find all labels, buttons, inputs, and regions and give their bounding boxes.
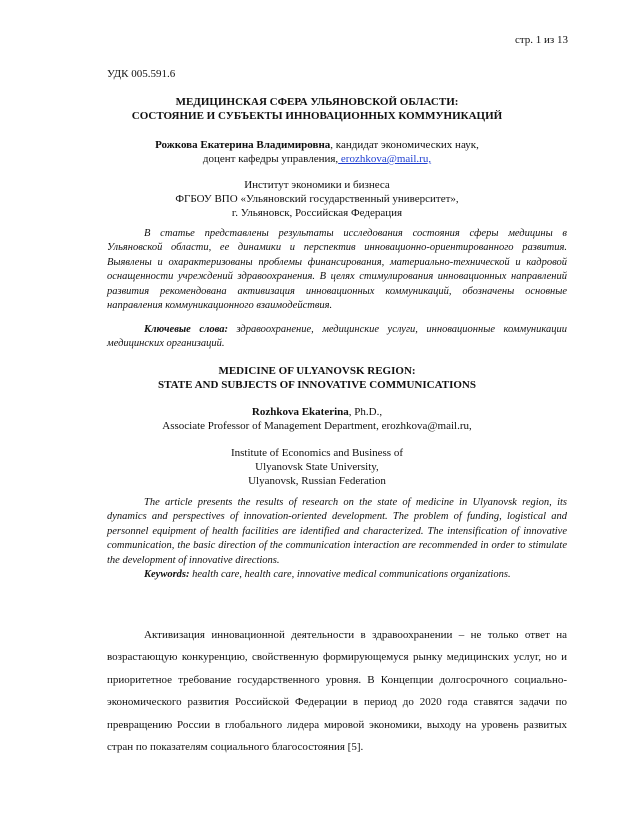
en-title-line-2: STATE AND SUBJECTS OF INNOVATIVE COMMUNICATIONS	[158, 379, 476, 391]
en-author-block	[60, 405, 574, 433]
ru-author-line-1	[60, 138, 574, 152]
en-author-line-1	[60, 405, 574, 419]
ru-author-position: доцент кафедры управления,	[202, 153, 339, 165]
ru-keywords	[107, 323, 567, 352]
en-author-degree: , Ph.D.,	[348, 406, 383, 418]
ru-author-line-2	[60, 152, 574, 166]
page-number: стр. 1 из 13	[514, 34, 568, 46]
ru-affiliation-line-2: ФГБОУ ВПО «Ульяновский государственный университет»,	[175, 193, 459, 205]
ru-keywords-label: Ключевые слова:	[144, 324, 228, 335]
ru-title-line-2: СОСТОЯНИЕ И СУБЪЕКТЫ ИННОВАЦИОННЫХ КОММУНИКАЦИЙ	[131, 110, 503, 122]
ru-affiliation	[60, 178, 574, 220]
en-author-position: Associate Professor of Management Department, erozhkova@mail.ru,	[162, 420, 472, 432]
en-affiliation	[60, 446, 574, 488]
en-affiliation-line-1: Institute of Economics and Business of	[230, 447, 403, 459]
en-keywords-text: health care, health care, innovative medical communications organizations.	[189, 569, 511, 580]
en-title-line-1: MEDICINE OF ULYANOVSK REGION:	[218, 365, 416, 377]
ru-affiliation-line-3: г. Ульяновск, Российская Федерация	[231, 207, 403, 219]
ru-title	[60, 95, 574, 123]
en-affiliation-line-2: Ulyanovsk State University,	[255, 461, 379, 473]
ru-author-block	[60, 138, 574, 166]
en-title	[60, 364, 574, 392]
ru-affiliation-line-1: Институт экономики и бизнеса	[244, 179, 390, 191]
ru-abstract: В статье представлены результаты исследования состояния сферы медицины в Ульяновской области, ее динамики и перспектив инновационно-ориентированного развития. Выявлены и охарактеризованы проблемы финансирования, материально-технической и кадровой оснащенности учреждений здравоохранения. В целях стимулирования инновационных направлений развития рекомендована активизация инновационных коммуникаций, обозначены основные направления коммуникационного взаимодействия.	[107, 228, 567, 312]
ru-author-email-link[interactable]: erozhkova@mail.ru,	[338, 153, 432, 165]
en-author-name: Rozhkova Ekaterina	[251, 406, 349, 418]
ru-author-name: Рожкова Екатерина Владимировна	[155, 139, 331, 151]
en-keywords-label: Keywords:	[144, 569, 190, 580]
en-affiliation-line-3: Ulyanovsk, Russian Federation	[248, 475, 386, 487]
udk-code: УДК 005.591.6	[107, 68, 176, 80]
body-paragraph: Активизация инновационной деятельности в здравоохранении – не только ответ на возрастающую конкуренцию, свойственную формирующемуся рынку медицинских услуг, но и приоритетное требование государственного уровня. В Концепции долгосрочного социально-экономического развития Российской Федерации в период до 2020 года ставятся задачи по превращению России в глобального лидера мировой экономики, выходу на уровень развитых стран по показателям социального благосостояния [5].	[107, 629, 567, 754]
ru-keywords-text: здравоохранение, медицинские услуги, инновационные коммуникации медицинских организаций.	[107, 324, 568, 350]
en-keywords	[107, 568, 567, 582]
ru-author-degree: , кандидат экономических наук,	[330, 139, 479, 151]
ru-title-line-1: МЕДИЦИНСКАЯ СФЕРА УЛЬЯНОВСКОЙ ОБЛАСТИ:	[175, 96, 459, 108]
en-abstract: The article presents the results of research on the state of medicine in Ulyanovsk region, its dynamics and perspectives of innovation-oriented development. The problem of funding, logistical and personnel equipment of health facilities are identified and characterized. The intensification of innovative communication, the basic direction of the communication interaction are recommended in order to stimulate the development of innovative directions.	[107, 497, 567, 566]
